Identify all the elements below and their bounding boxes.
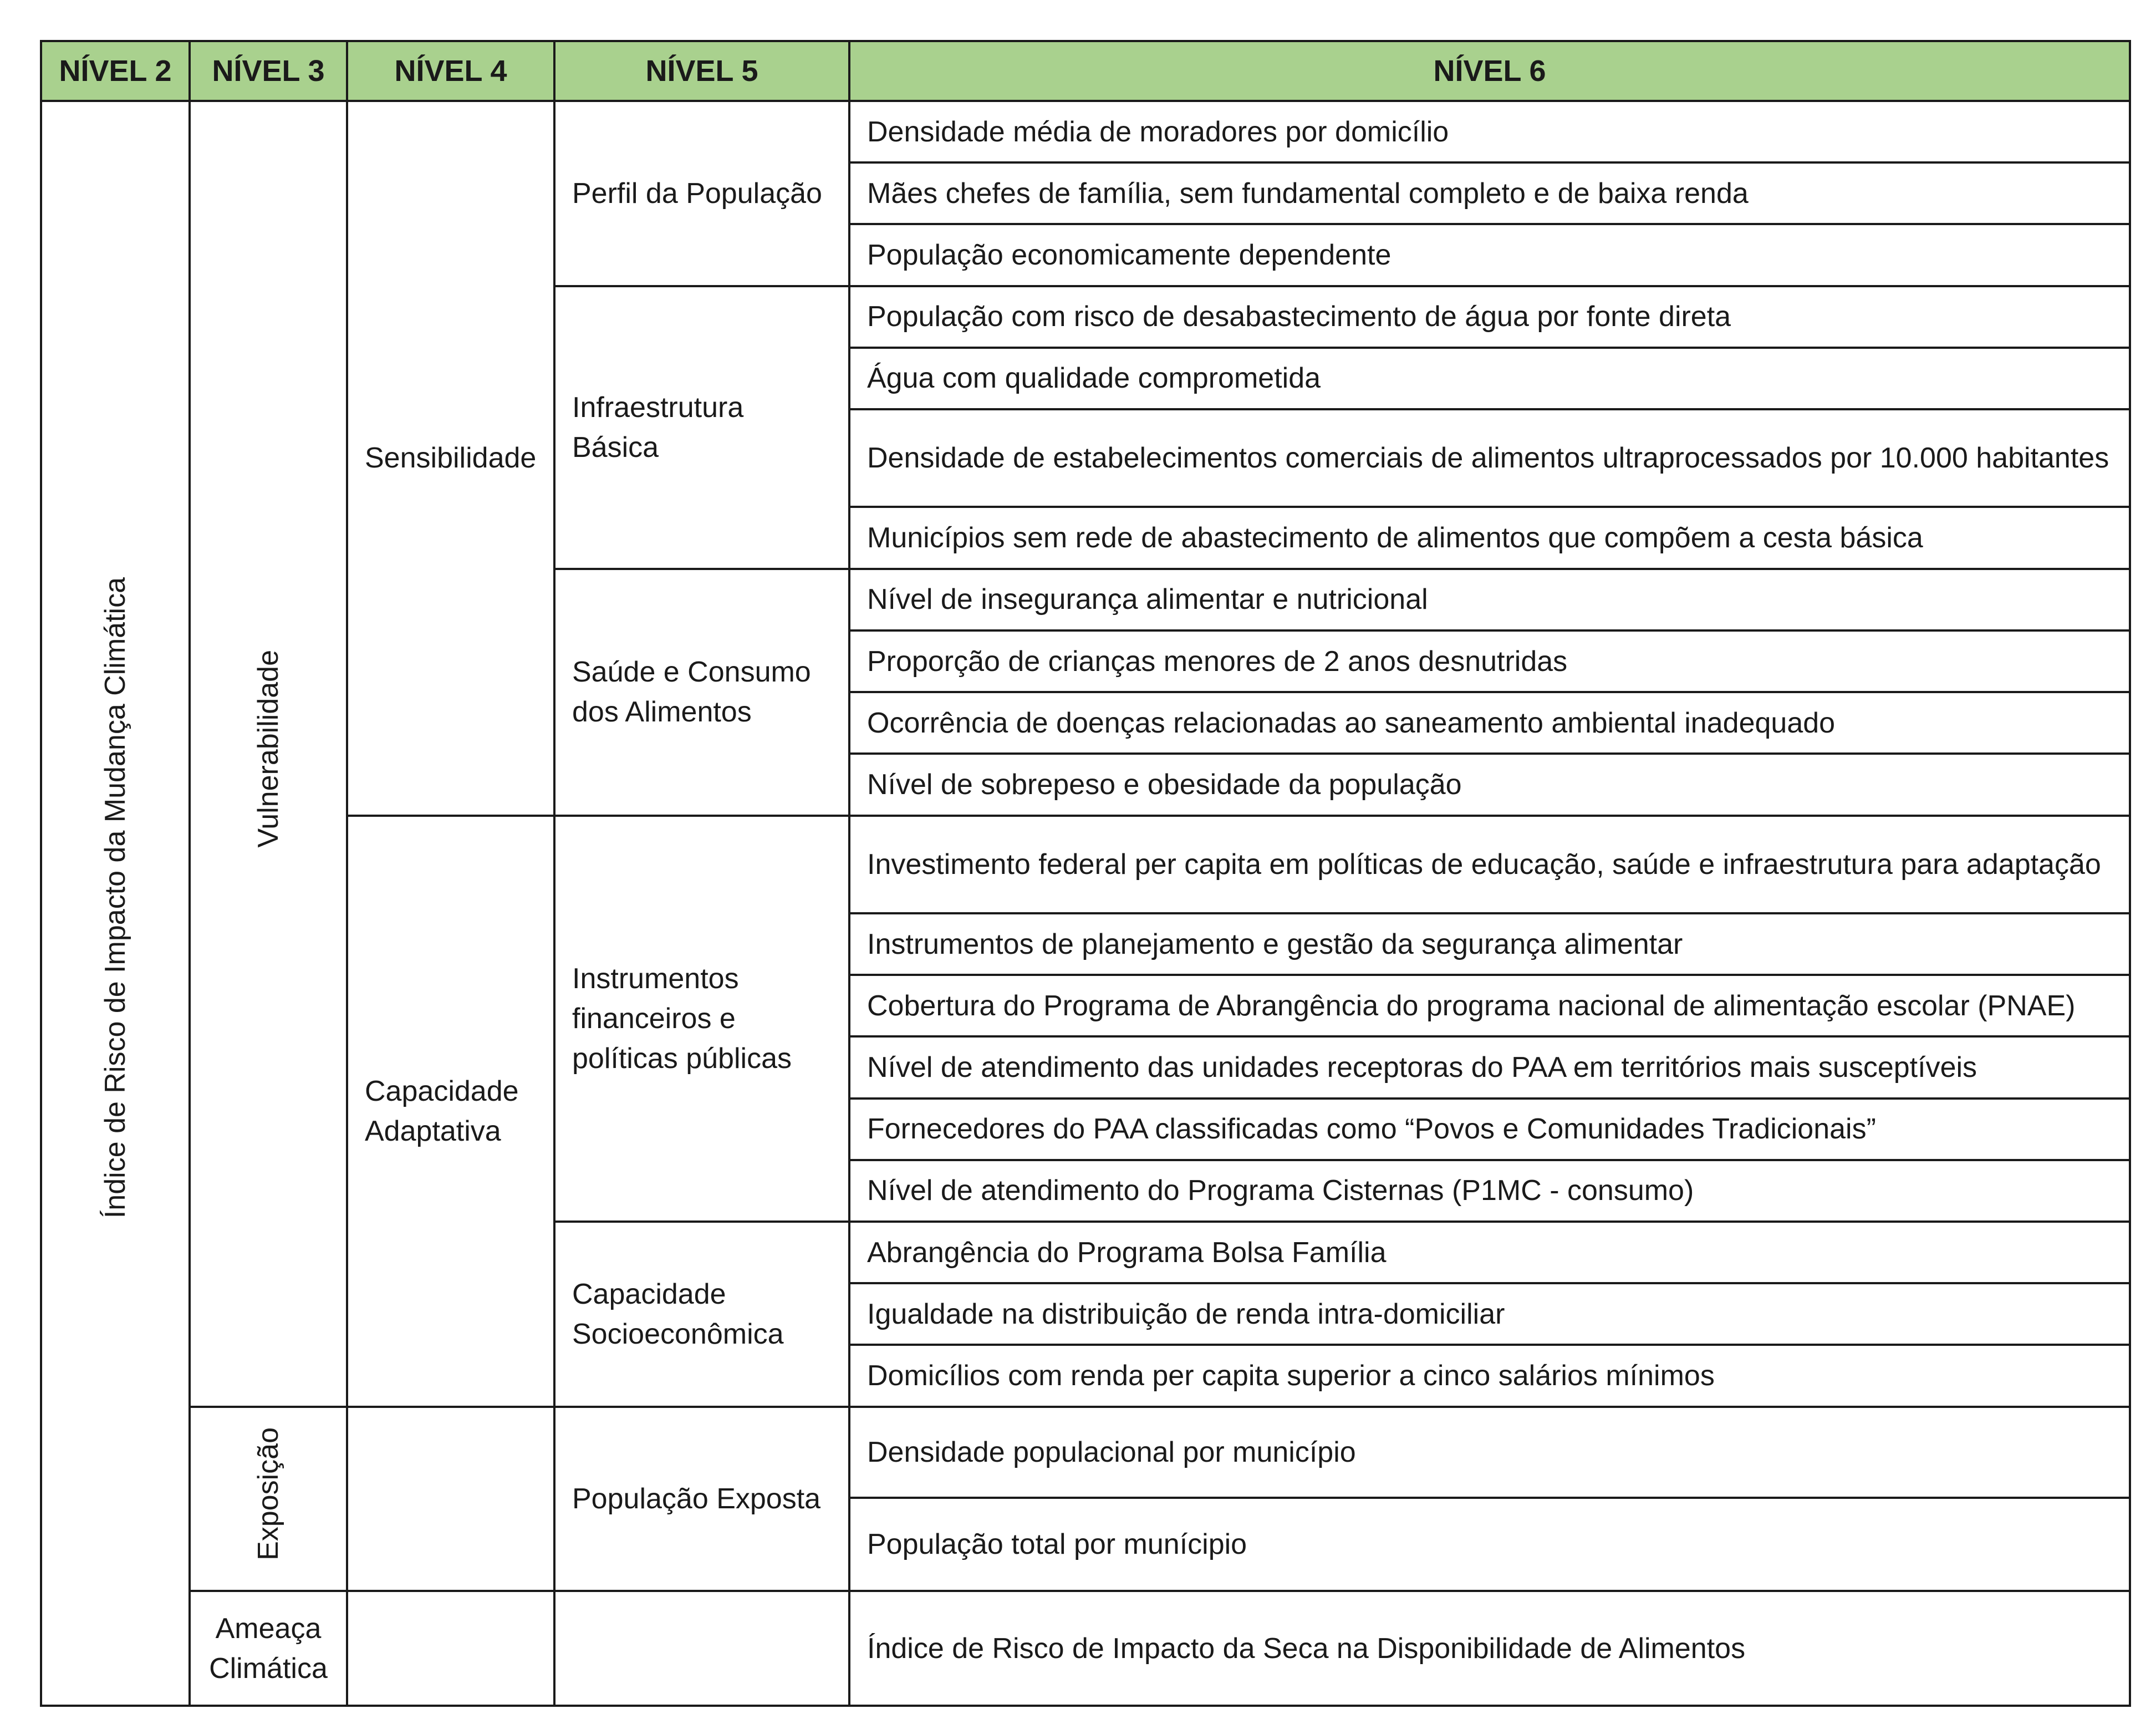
- level6-indicator: Proporção de crianças menores de 2 anos desnutridas: [849, 630, 2130, 692]
- header-nivel-5: NÍVEL 5: [554, 41, 849, 101]
- level5-empty-cell: [554, 1591, 849, 1706]
- level6-indicator: Ocorrência de doenças relacionadas ao saneamento ambiental inadequado: [849, 692, 2130, 754]
- level3-exposicao-cell: [190, 1407, 347, 1591]
- level6-indicator: População total por munícipio: [849, 1498, 2130, 1591]
- level6-indicator: Investimento federal per capita em políticas de educação, saúde e infraestrutura para adaptação: [849, 816, 2130, 913]
- header-nivel-4: NÍVEL 4: [347, 41, 554, 101]
- table-row: [41, 101, 2130, 162]
- level3-ameaca-climatica: Ameaça Climática: [190, 1591, 347, 1706]
- level4-sensibilidade: Sensibilidade: [347, 101, 554, 816]
- header-row: [41, 41, 2130, 101]
- level5-populacao-exposta: População Exposta: [554, 1407, 849, 1591]
- header-nivel-2: NÍVEL 2: [41, 41, 190, 101]
- level6-indicator: Densidade média de moradores por domicílio: [849, 101, 2130, 162]
- level6-indicator: Igualdade na distribuição de renda intra-domiciliar: [849, 1283, 2130, 1345]
- table-row: [41, 1591, 2130, 1706]
- level4-empty-cell: [347, 1407, 554, 1591]
- indicator-hierarchy-table: [40, 40, 2131, 1707]
- level6-indicator: Nível de atendimento do Programa Cisternas (P1MC - consumo): [849, 1160, 2130, 1222]
- level6-indicator: Índice de Risco de Impacto da Seca na Disponibilidade de Alimentos: [849, 1591, 2130, 1706]
- table-row: [41, 816, 2130, 913]
- level6-indicator: População economicamente dependente: [849, 224, 2130, 286]
- level5-perfil-populacao: Perfil da População: [554, 101, 849, 286]
- level6-indicator: Densidade populacional por município: [849, 1407, 2130, 1498]
- level4-capacidade-adaptativa: Capacidade Adaptativa: [347, 816, 554, 1407]
- level6-indicator: Nível de sobrepeso e obesidade da população: [849, 754, 2130, 815]
- level5-infraestrutura: Infraestrutura Básica: [554, 286, 849, 569]
- level5-instrumentos: Instrumentos financeiros e políticas públicas: [554, 816, 849, 1222]
- level6-indicator: Nível de atendimento das unidades receptoras do PAA em territórios mais susceptíveis: [849, 1036, 2130, 1098]
- header-nivel-6: NÍVEL 6: [849, 41, 2130, 101]
- level2-cell: [41, 101, 190, 1706]
- level6-indicator: Cobertura do Programa de Abrangência do programa nacional de alimentação escolar (PNAE): [849, 975, 2130, 1036]
- level5-saude-consumo: Saúde e Consumo dos Alimentos: [554, 569, 849, 816]
- level2-label: Índice de Risco de Impacto da Mudança Climática: [99, 577, 131, 1219]
- table-row: [41, 1407, 2130, 1498]
- level3-vulnerabilidade-cell: [190, 101, 347, 1407]
- level6-indicator: Fornecedores do PAA classificadas como “Povos e Comunidades Tradicionais”: [849, 1099, 2130, 1160]
- level6-indicator: Mães chefes de família, sem fundamental completo e de baixa renda: [849, 162, 2130, 224]
- level5-capacidade-socioeconomica: Capacidade Socioeconômica: [554, 1222, 849, 1407]
- level3-vulnerabilidade-label: Vulnerabilidade: [252, 649, 284, 848]
- level6-indicator: Instrumentos de planejamento e gestão da segurança alimentar: [849, 913, 2130, 975]
- level6-indicator: Nível de insegurança alimentar e nutricional: [849, 569, 2130, 630]
- header-nivel-3: NÍVEL 3: [190, 41, 347, 101]
- level3-exposicao-label: Exposição: [252, 1427, 284, 1560]
- level6-indicator: Municípios sem rede de abastecimento de alimentos que compõem a cesta básica: [849, 507, 2130, 568]
- level6-indicator: Densidade de estabelecimentos comerciais de alimentos ultraprocessados por 10.000 habitantes: [849, 409, 2130, 507]
- level6-indicator: População com risco de desabastecimento de água por fonte direta: [849, 286, 2130, 348]
- level4-empty-cell: [347, 1591, 554, 1706]
- level6-indicator: Água com qualidade comprometida: [849, 348, 2130, 409]
- level6-indicator: Domicílios com renda per capita superior a cinco salários mínimos: [849, 1345, 2130, 1406]
- level6-indicator: Abrangência do Programa Bolsa Família: [849, 1222, 2130, 1283]
